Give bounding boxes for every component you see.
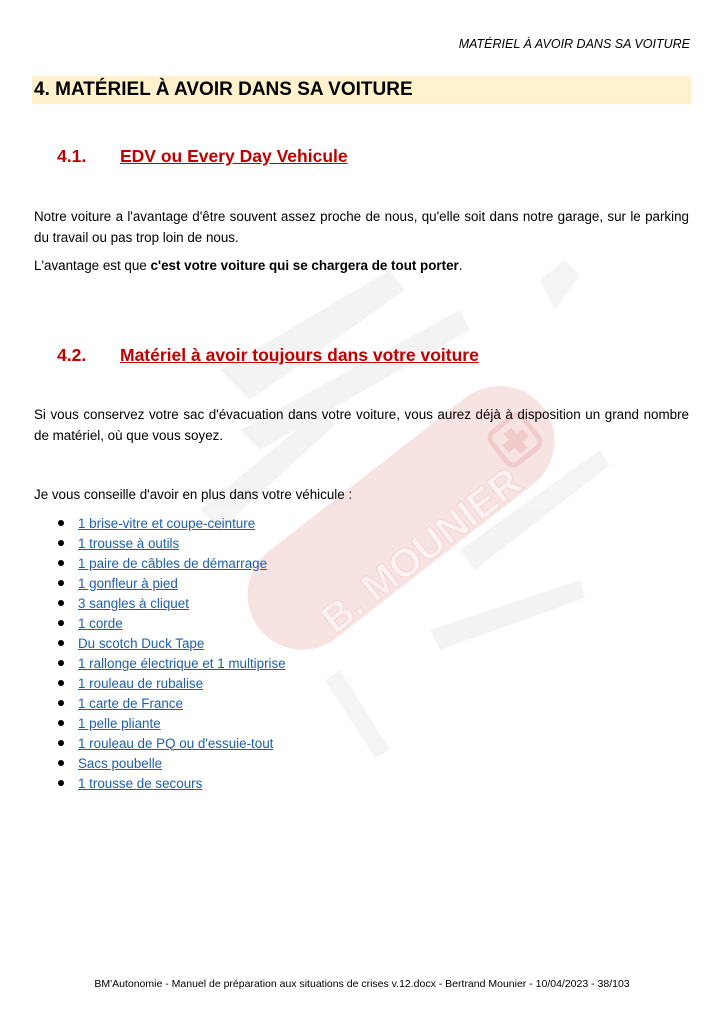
list-item-link[interactable]: Sacs poubelle <box>78 755 163 771</box>
list-item <box>55 513 286 533</box>
list-item <box>55 593 286 613</box>
page-footer: BM'Autonomie - Manuel de préparation aux situations de crises v.12.docx - Bertrand Mounier - 10/04/2023 - 38/103 <box>94 978 630 990</box>
advantage-bold: c'est votre voiture qui se chargera de tout porter <box>150 258 459 273</box>
list-item <box>55 773 286 793</box>
paragraph-bag: Si vous conservez votre sac d'évacuation dans votre voiture, vous aurez déjà à disposition un grand nombre de matériel, où que vous soyez. <box>34 407 689 443</box>
chapter-title: 4. MATÉRIEL À AVOIR DANS SA VOITURE <box>34 79 413 100</box>
list-item <box>55 653 286 673</box>
bullet-icon <box>58 520 64 526</box>
bullet-icon <box>58 560 64 566</box>
equipment-list <box>55 513 286 793</box>
list-item <box>55 573 286 593</box>
list-item-link[interactable]: 1 pelle pliante <box>78 715 161 731</box>
list-item-link[interactable]: 1 rouleau de PQ ou d'essuie-tout <box>78 735 274 751</box>
list-item-link[interactable]: 1 paire de câbles de démarrage <box>78 555 268 571</box>
bullet-icon <box>58 600 64 606</box>
bullet-icon <box>58 700 64 706</box>
list-item <box>55 693 286 713</box>
paragraph-advantage <box>34 255 689 276</box>
section-number: 4.2. <box>57 345 87 365</box>
bullet-icon <box>58 780 64 786</box>
paragraph-advice: Je vous conseille d'avoir en plus dans votre véhicule : <box>34 487 353 502</box>
bullet-icon <box>58 660 64 666</box>
section-heading-4-1 <box>57 146 348 167</box>
list-item <box>55 533 286 553</box>
list-item-link[interactable]: 1 gonfleur à pied <box>78 575 178 591</box>
list-item <box>55 753 286 773</box>
chapter-heading-band <box>32 76 691 104</box>
list-item <box>55 633 286 653</box>
advantage-suffix: . <box>458 258 463 273</box>
running-header: MATÉRIEL À AVOIR DANS SA VOITURE <box>458 37 690 51</box>
bullet-icon <box>58 540 64 546</box>
watermark-text: B. MOUNIER <box>313 459 530 643</box>
bullet-icon <box>58 720 64 726</box>
bullet-icon <box>58 640 64 646</box>
list-item-link[interactable]: Du scotch Duck Tape <box>78 635 205 651</box>
list-item <box>55 613 286 633</box>
section-title: Matériel à avoir toujours dans votre voiture <box>120 345 479 365</box>
paragraph-intro: Notre voiture a l'avantage d'être souvent assez proche de nous, qu'elle soit dans notre garage, sur le parking du travail ou pas trop loin de nous. <box>34 209 689 245</box>
list-item <box>55 713 286 733</box>
section-heading-4-2 <box>57 345 479 366</box>
advantage-prefix: L'avantage est que <box>34 258 151 273</box>
list-item-link[interactable]: 1 trousse à outils <box>78 535 180 551</box>
bullet-icon <box>58 740 64 746</box>
list-item-link[interactable]: 1 brise-vitre et coupe-ceinture <box>78 515 256 531</box>
list-item-link[interactable]: 1 rouleau de rubalise <box>78 675 204 691</box>
list-item-link[interactable]: 1 rallonge électrique et 1 multiprise <box>78 655 286 671</box>
list-item-link[interactable]: 3 sangles à cliquet <box>78 595 189 611</box>
bullet-icon <box>58 680 64 686</box>
list-item-link[interactable]: 1 corde <box>78 615 123 631</box>
list-item <box>55 673 286 693</box>
list-item <box>55 733 286 753</box>
list-item <box>55 553 286 573</box>
section-number: 4.1. <box>57 146 87 166</box>
list-item-link[interactable]: 1 carte de France <box>78 695 183 711</box>
bullet-icon <box>58 580 64 586</box>
bullet-icon <box>58 760 64 766</box>
list-item-link[interactable]: 1 trousse de secours <box>78 775 203 791</box>
bullet-icon <box>58 620 64 626</box>
section-title: EDV ou Every Day Vehicule <box>120 146 348 166</box>
